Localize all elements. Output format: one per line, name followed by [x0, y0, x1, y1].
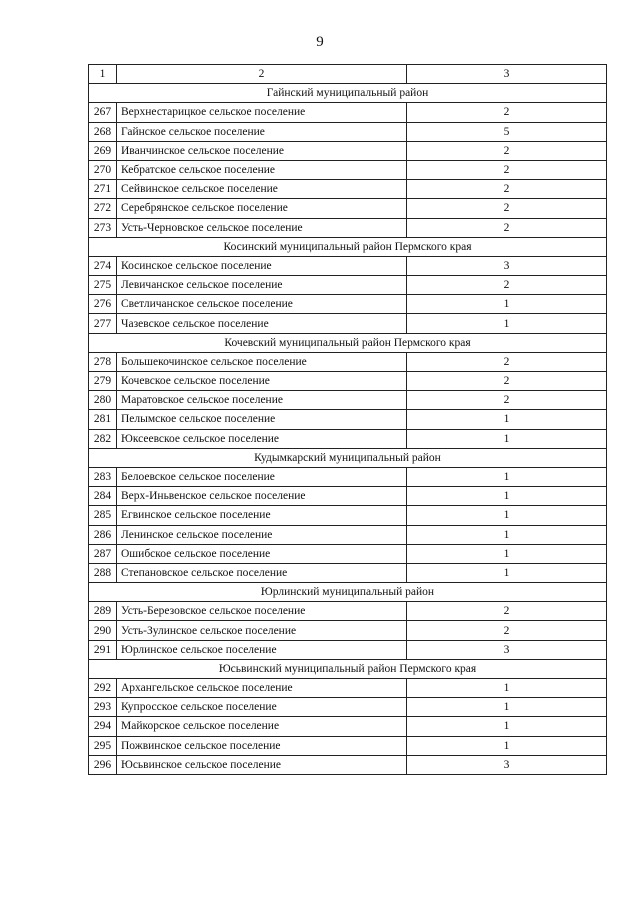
table-row — [89, 314, 607, 333]
row-number: 278 — [89, 352, 117, 371]
row-number: 271 — [89, 180, 117, 199]
settlement-name: Серебрянское сельское поселение — [117, 199, 407, 218]
row-number: 284 — [89, 487, 117, 506]
section-row — [89, 448, 607, 467]
settlement-value: 2 — [407, 218, 607, 237]
settlement-value: 1 — [407, 698, 607, 717]
row-number: 296 — [89, 755, 117, 774]
settlement-value: 3 — [407, 640, 607, 659]
settlement-value: 2 — [407, 352, 607, 371]
row-number: 282 — [89, 429, 117, 448]
row-number: 276 — [89, 295, 117, 314]
header-col-2: 2 — [117, 65, 407, 84]
table-row — [89, 640, 607, 659]
table-row — [89, 544, 607, 563]
settlement-value: 3 — [407, 755, 607, 774]
settlement-name: Кочевское сельское поселение — [117, 372, 407, 391]
settlement-value: 2 — [407, 141, 607, 160]
table-row — [89, 276, 607, 295]
settlement-value: 1 — [407, 467, 607, 486]
section-title: Кудымкарский муниципальный район — [89, 448, 607, 467]
settlement-value: 1 — [407, 544, 607, 563]
table-header-row — [89, 65, 607, 84]
table-row — [89, 563, 607, 582]
row-number: 292 — [89, 679, 117, 698]
settlement-name: Гайнское сельское поселение — [117, 122, 407, 141]
section-title: Юрлинский муниципальный район — [89, 583, 607, 602]
table-row — [89, 199, 607, 218]
settlement-value: 2 — [407, 372, 607, 391]
row-number: 293 — [89, 698, 117, 717]
row-number: 289 — [89, 602, 117, 621]
table-row — [89, 160, 607, 179]
settlement-value: 1 — [407, 525, 607, 544]
settlement-value: 1 — [407, 410, 607, 429]
row-number: 294 — [89, 717, 117, 736]
settlement-value: 2 — [407, 602, 607, 621]
settlement-name: Усть-Зулинское сельское поселение — [117, 621, 407, 640]
row-number: 285 — [89, 506, 117, 525]
settlement-name: Ленинское сельское поселение — [117, 525, 407, 544]
settlement-name: Ошибское сельское поселение — [117, 544, 407, 563]
row-number: 280 — [89, 391, 117, 410]
settlement-value: 1 — [407, 679, 607, 698]
settlement-name: Верхнестарицкое сельское поселение — [117, 103, 407, 122]
settlement-name: Светличанское сельское поселение — [117, 295, 407, 314]
row-number: 270 — [89, 160, 117, 179]
row-number: 281 — [89, 410, 117, 429]
settlement-name: Чазевское сельское поселение — [117, 314, 407, 333]
table-row — [89, 391, 607, 410]
row-number: 272 — [89, 199, 117, 218]
settlement-name: Юксеевское сельское поселение — [117, 429, 407, 448]
section-row — [89, 84, 607, 103]
settlement-name: Купросское сельское поселение — [117, 698, 407, 717]
table-row — [89, 506, 607, 525]
settlement-name: Белоевское сельское поселение — [117, 467, 407, 486]
row-number: 290 — [89, 621, 117, 640]
settlement-name: Пелымское сельское поселение — [117, 410, 407, 429]
settlement-value: 1 — [407, 487, 607, 506]
section-title: Косинский муниципальный район Пермского края — [89, 237, 607, 256]
page-number: 9 — [316, 34, 324, 50]
section-row — [89, 237, 607, 256]
settlement-value: 2 — [407, 391, 607, 410]
section-row — [89, 659, 607, 678]
settlement-name: Юрлинское сельское поселение — [117, 640, 407, 659]
settlement-name: Косинское сельское поселение — [117, 256, 407, 275]
settlement-value: 1 — [407, 563, 607, 582]
row-number: 274 — [89, 256, 117, 275]
settlement-name: Архангельское сельское поселение — [117, 679, 407, 698]
header-col-3: 3 — [407, 65, 607, 84]
settlement-value: 2 — [407, 160, 607, 179]
settlement-value: 2 — [407, 180, 607, 199]
table-row — [89, 141, 607, 160]
row-number: 275 — [89, 276, 117, 295]
table-row — [89, 467, 607, 486]
settlement-name: Верх-Иньвенское сельское поселение — [117, 487, 407, 506]
table-row — [89, 717, 607, 736]
settlement-value: 5 — [407, 122, 607, 141]
section-row — [89, 583, 607, 602]
section-row — [89, 333, 607, 352]
row-number: 295 — [89, 736, 117, 755]
settlement-value: 3 — [407, 256, 607, 275]
settlement-value: 1 — [407, 717, 607, 736]
table-row — [89, 679, 607, 698]
row-number: 286 — [89, 525, 117, 544]
header-col-1: 1 — [89, 65, 117, 84]
table-row — [89, 122, 607, 141]
settlement-value: 1 — [407, 429, 607, 448]
row-number: 273 — [89, 218, 117, 237]
table-body — [89, 65, 607, 775]
table-row — [89, 429, 607, 448]
table-row — [89, 410, 607, 429]
table-row — [89, 487, 607, 506]
row-number: 287 — [89, 544, 117, 563]
table-row — [89, 218, 607, 237]
settlement-name: Кебратское сельское поселение — [117, 160, 407, 179]
section-title: Юсьвинский муниципальный район Пермского края — [89, 659, 607, 678]
settlement-value: 2 — [407, 199, 607, 218]
settlement-name: Левичанское сельское поселение — [117, 276, 407, 295]
table-row — [89, 736, 607, 755]
settlement-name: Иванчинское сельское поселение — [117, 141, 407, 160]
row-number: 268 — [89, 122, 117, 141]
settlement-value: 1 — [407, 506, 607, 525]
table-row — [89, 256, 607, 275]
settlement-value: 2 — [407, 103, 607, 122]
table-row — [89, 602, 607, 621]
section-title: Кочевский муниципальный район Пермского края — [89, 333, 607, 352]
table-row — [89, 295, 607, 314]
row-number: 269 — [89, 141, 117, 160]
settlement-name: Егвинское сельское поселение — [117, 506, 407, 525]
settlement-name: Усть-Черновское сельское поселение — [117, 218, 407, 237]
row-number: 279 — [89, 372, 117, 391]
settlements-table — [88, 64, 607, 775]
settlement-name: Усть-Березовское сельское поселение — [117, 602, 407, 621]
row-number: 277 — [89, 314, 117, 333]
settlement-name: Майкорское сельское поселение — [117, 717, 407, 736]
table-row — [89, 352, 607, 371]
table-row — [89, 525, 607, 544]
row-number: 291 — [89, 640, 117, 659]
row-number: 288 — [89, 563, 117, 582]
settlement-value: 1 — [407, 295, 607, 314]
table-row — [89, 698, 607, 717]
settlement-value: 1 — [407, 736, 607, 755]
table-row — [89, 180, 607, 199]
settlement-value: 2 — [407, 276, 607, 295]
table-row — [89, 755, 607, 774]
settlement-name: Пожвинское сельское поселение — [117, 736, 407, 755]
settlement-name: Маратовское сельское поселение — [117, 391, 407, 410]
row-number: 267 — [89, 103, 117, 122]
settlement-value: 1 — [407, 314, 607, 333]
settlement-value: 2 — [407, 621, 607, 640]
table-row — [89, 621, 607, 640]
table-row — [89, 372, 607, 391]
section-title: Гайнский муниципальный район — [89, 84, 607, 103]
settlement-name: Степановское сельское поселение — [117, 563, 407, 582]
settlement-name: Сейвинское сельское поселение — [117, 180, 407, 199]
settlement-name: Большекочинское сельское поселение — [117, 352, 407, 371]
table-row — [89, 103, 607, 122]
settlement-name: Юсьвинское сельское поселение — [117, 755, 407, 774]
row-number: 283 — [89, 467, 117, 486]
